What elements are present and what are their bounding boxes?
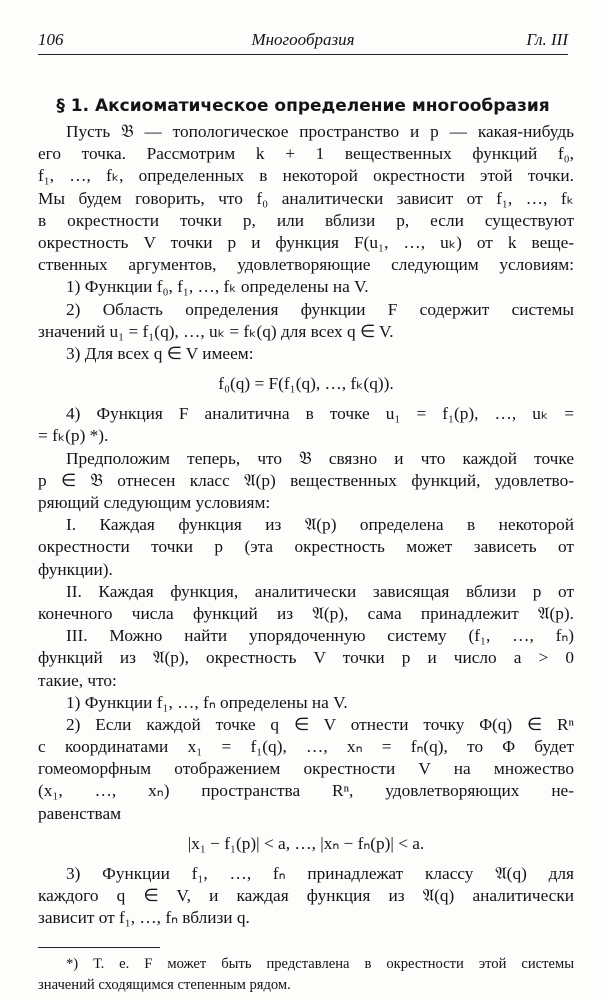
- text-line: такие, что:: [38, 670, 117, 690]
- section-title: § 1. Аксиоматическое определение многообразия: [56, 96, 550, 116]
- text-line: конечного числа функций из 𝔄(p), сама принадлежит 𝔄(p).: [38, 603, 574, 623]
- text-line: 3) Функции f₁, …, fₙ принадлежат классу 𝔄(q) для: [66, 864, 574, 883]
- text-line: = fₖ(p) *).: [38, 426, 109, 446]
- text-line: f₁, …, fₖ, определенных в некоторой окрестности этой точки.: [38, 166, 574, 186]
- text-line: I. Каждая функция из 𝔄(p) определена в некоторой: [66, 515, 574, 535]
- text-line: в окрестности точки p, или вблизи p, если существуют: [38, 210, 574, 230]
- text-line: III. Можно найти упорядоченную систему (f₁, …, fₙ): [66, 626, 574, 646]
- footnote-rule: [38, 947, 160, 948]
- text-line: равенствам: [38, 803, 122, 823]
- formula-line: |x₁ − f₁(p)| < a, …, |xₙ − fₙ(p)| < a.: [187, 833, 425, 853]
- text-line: 3) Для всех q ∈ V имеем:: [66, 343, 254, 363]
- formula-line: f₀(q) = F(f₁(q), …, fₖ(q)).: [218, 374, 394, 394]
- text-line: гомеоморфным отображением окрестности V на множество: [38, 759, 574, 779]
- text-line: зависит от f₁, …, fₙ вблизи q.: [38, 908, 250, 928]
- text-line: 1) Функции f₁, …, fₙ определены на V.: [66, 692, 348, 712]
- main-text: [38, 121, 574, 996]
- page-number: 106: [38, 30, 64, 49]
- running-title: Многообразия: [251, 30, 355, 49]
- text-line: окрестности точки p (эта окрестность может зависеть от: [38, 537, 574, 557]
- text-line: ряющий следующим условиям:: [38, 493, 271, 512]
- text-line: ственных аргументов, удовлетворяющие следующим условиям:: [38, 255, 574, 275]
- text-line: Пусть 𝔅 — топологическое пространство и p — какая-нибудь: [66, 122, 574, 141]
- text-line: функций из 𝔄(p), окрестность V точки p и число a > 0: [38, 648, 574, 668]
- text-line: p ∈ 𝔅 отнесен класс 𝔄(p) вещественных функций, удовлетво-: [38, 470, 574, 490]
- text-line: 4) Функция F аналитична в точке u₁ = f₁(p), …, uₖ =: [66, 404, 574, 424]
- text-line: Мы будем говорить, что f₀ аналитически зависит от f₁, …, fₖ: [38, 188, 574, 208]
- text-line: 1) Функции f₀, f₁, …, fₖ определены на V.: [66, 277, 369, 297]
- text-line: Предположим теперь, что 𝔅 связно и что каждой точке: [66, 448, 574, 468]
- running-header: [38, 28, 568, 55]
- text-line: с координатами x₁ = f₁(q), …, xₙ = fₙ(q), то Φ будет: [38, 737, 574, 757]
- text-line: значений u₁ = f₁(q), …, uₖ = fₖ(q) для всех q ∈ V.: [38, 321, 394, 341]
- text-line: 2) Если каждой точке q ∈ V отнести точку Φ(q) ∈ Rⁿ: [66, 714, 574, 734]
- text-line: II. Каждая функция, аналитически зависящая вблизи p от: [66, 581, 574, 601]
- text-line: каждого q ∈ V, и каждая функция из 𝔄(q) аналитически: [38, 886, 574, 906]
- text-line: функции).: [38, 559, 113, 579]
- text-line: окрестность V точки p и функция F(u₁, …, uₖ) от k веще-: [38, 232, 574, 252]
- text-line: 2) Область определения функции F содержит системы: [66, 299, 574, 319]
- footnote-line: значений сходящимся степенным рядом.: [38, 976, 291, 993]
- spacer: [38, 930, 574, 940]
- chapter-label: Гл. III: [526, 30, 568, 49]
- text-line: (x₁, …, xₙ) пространства Rⁿ, удовлетворяющих не-: [38, 781, 574, 801]
- footnote-line: *) Т. е. F может быть представлена в окрестности этой системы: [66, 955, 574, 972]
- text-line: его точка. Рассмотрим k + 1 вещественных функций f₀,: [38, 144, 574, 164]
